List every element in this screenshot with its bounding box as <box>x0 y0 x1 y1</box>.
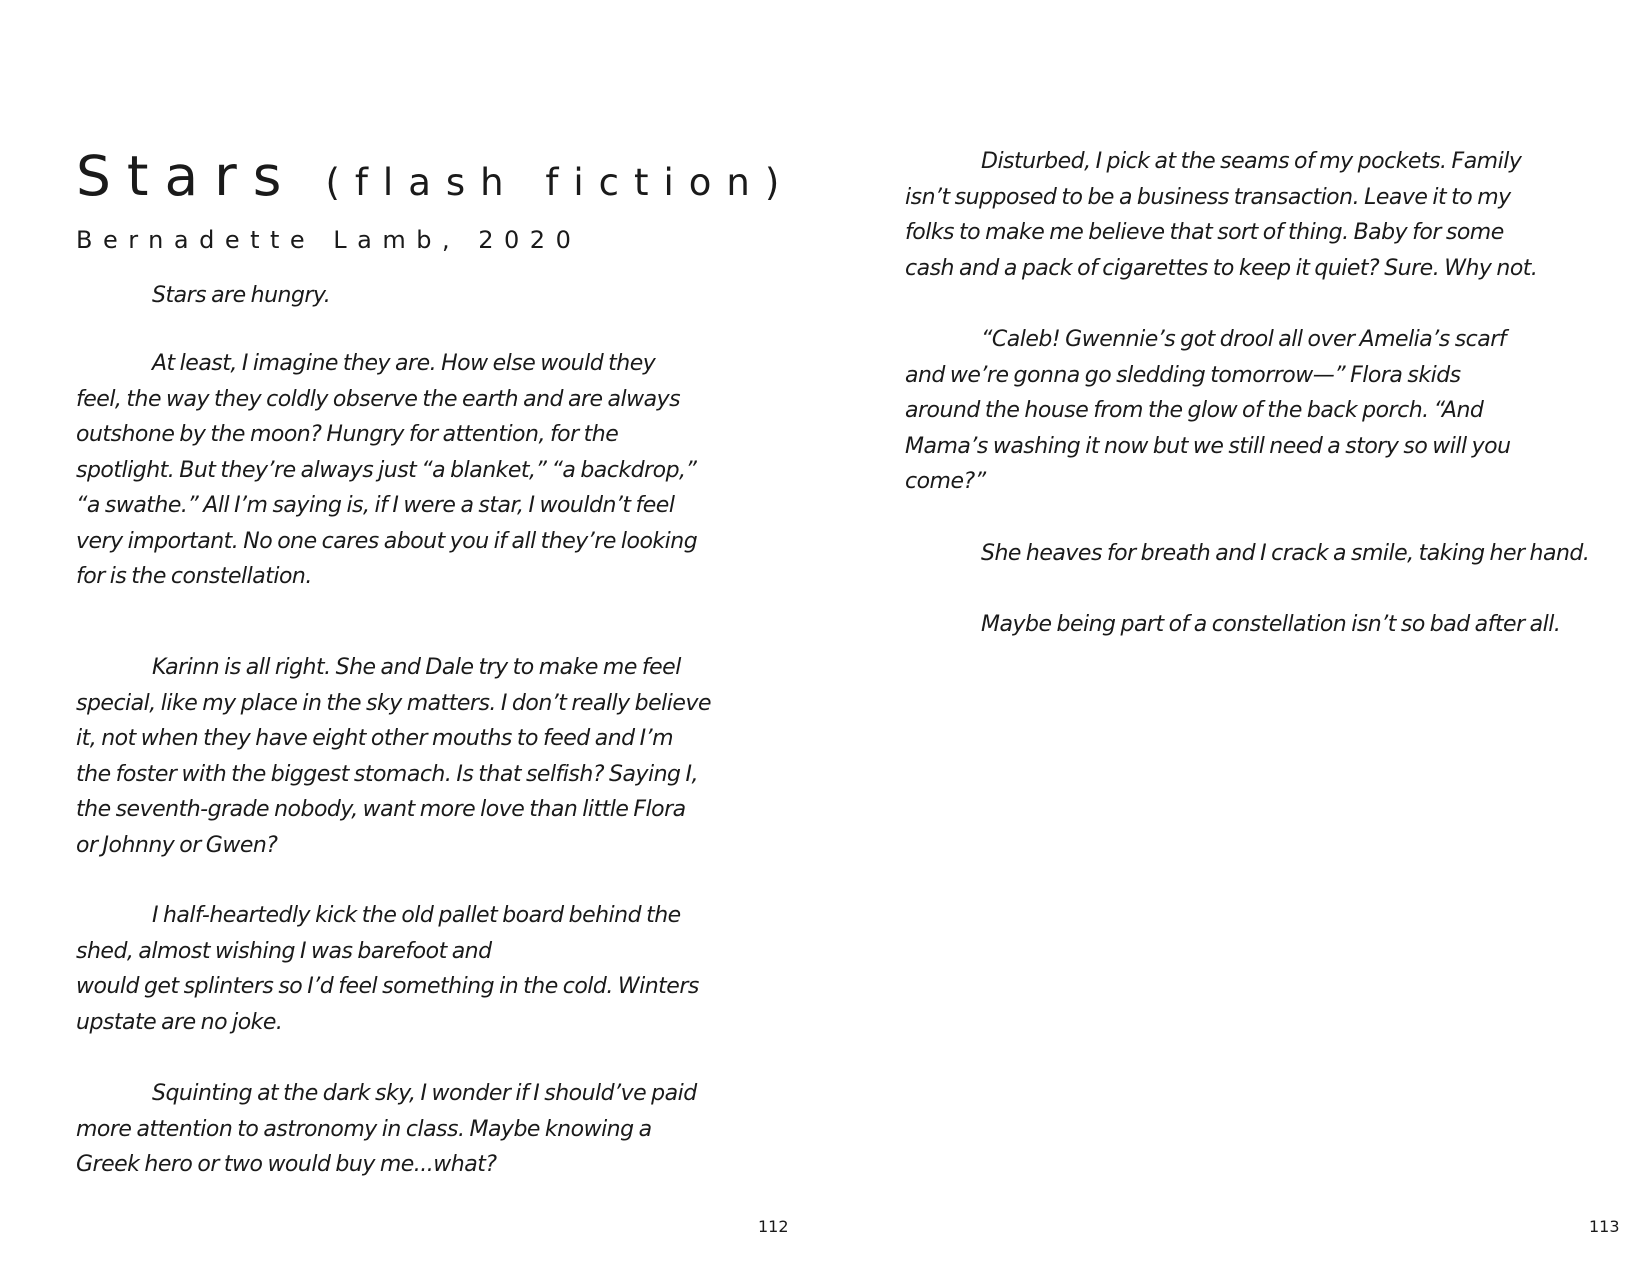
paragraph <box>905 607 1560 643</box>
text-line: upstate are no joke. <box>76 1009 283 1035</box>
text-line: and we’re gonna go sledding tomorrow—” Flora skids <box>905 362 1461 388</box>
text-line: Mama’s washing it now but we still need a story so will you <box>905 433 1511 459</box>
text-line: She heaves for breath and I crack a smile, taking her hand. <box>981 541 1590 566</box>
text-line: or Johnny or Gwen? <box>76 832 278 858</box>
text-line: Stars are hungry. <box>152 283 331 308</box>
author-byline: Bernadette Lamb, 2020 <box>76 226 582 254</box>
text-line: the foster with the biggest stomach. Is that selfish? Saying I, <box>76 761 698 787</box>
paragraph <box>76 278 330 314</box>
text-line: more attention to astronomy in class. Maybe knowing a <box>76 1116 652 1142</box>
page-number: 113 <box>1589 1217 1620 1236</box>
text-line: Disturbed, I pick at the seams of my pockets. Family <box>981 149 1522 174</box>
story-title: Stars <box>76 144 298 208</box>
text-line: outshone by the moon? Hungry for attention, for the <box>76 422 619 447</box>
text-line: “Caleb! Gwennie’s got drool all over Amelia’s scarf <box>981 327 1507 352</box>
text-line: would get splinters so I’d feel something in the cold. Winters <box>76 974 699 999</box>
text-line: special, like my place in the sky matters. I don’t really believe <box>76 690 711 716</box>
text-line: folks to make me believe that sort of thing. Baby for some <box>905 220 1504 245</box>
text-line: shed, almost wishing I was barefoot and <box>76 938 492 964</box>
text-line: the seventh-grade nobody, want more love than little Flora <box>76 797 686 822</box>
title-block <box>76 144 794 208</box>
paragraph <box>905 144 1537 286</box>
story-subtitle: (flash fiction) <box>325 161 795 204</box>
paragraph <box>905 322 1511 500</box>
text-line: it, not when they have eight other mouths to feed and I’m <box>76 726 674 751</box>
text-line: isn’t supposed to be a business transaction. Leave it to my <box>905 184 1511 210</box>
right-page <box>825 0 1650 1275</box>
text-line: very important. No one cares about you if all they’re looking <box>76 528 698 554</box>
paragraph <box>76 898 699 1040</box>
text-line: Greek hero or two would buy me...what? <box>76 1152 497 1177</box>
text-line: for is the constellation. <box>76 564 312 589</box>
text-line: feel, the way they coldly observe the earth and are always <box>76 386 681 412</box>
text-line: spotlight. But they’re always just “a blanket,” “a backdrop,” <box>76 457 697 483</box>
text-line: Squinting at the dark sky, I wonder if I should’ve paid <box>152 1081 697 1106</box>
paragraph <box>905 536 1589 572</box>
text-line: I half-heartedly kick the old pallet board behind the <box>152 903 681 928</box>
text-line: Maybe being part of a constellation isn’t so bad after all. <box>981 612 1561 637</box>
text-line: At least, I imagine they are. How else would they <box>152 351 656 376</box>
text-line: cash and a pack of cigarettes to keep it quiet? Sure. Why not. <box>905 255 1538 281</box>
text-line: around the house from the glow of the back porch. “And <box>905 398 1484 423</box>
paragraph <box>76 1076 697 1183</box>
paragraph <box>76 650 711 863</box>
paragraph <box>76 346 697 595</box>
text-line: “a swathe.” All I’m saying is, if I were a star, I wouldn’t feel <box>76 493 675 518</box>
text-line: Karinn is all right. She and Dale try to make me feel <box>152 655 681 680</box>
page-number: 112 <box>758 1217 789 1236</box>
text-line: come?” <box>905 469 986 494</box>
